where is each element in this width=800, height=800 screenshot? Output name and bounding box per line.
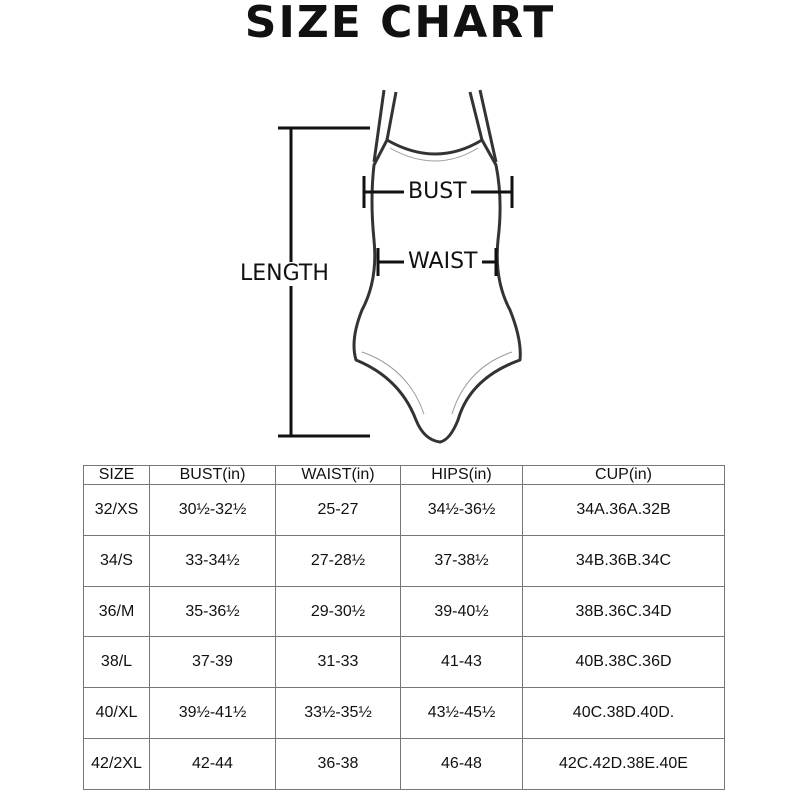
cell-waist: 36-38 — [276, 739, 401, 790]
cell-waist: 29-30½ — [276, 586, 401, 637]
cell-hips: 34½-36½ — [401, 485, 523, 536]
cell-bust: 35-36½ — [150, 586, 276, 637]
cell-size: 36/M — [84, 586, 150, 637]
bust-label: BUST — [404, 180, 471, 204]
cell-waist: 27-28½ — [276, 535, 401, 586]
cell-size: 40/XL — [84, 688, 150, 739]
cell-hips: 39-40½ — [401, 586, 523, 637]
cell-hips: 43½-45½ — [401, 688, 523, 739]
header-hips: HIPS(in) — [401, 466, 523, 485]
cell-waist: 25-27 — [276, 485, 401, 536]
table-row — [84, 586, 725, 637]
table-row — [84, 637, 725, 688]
waist-label: WAIST — [404, 250, 482, 274]
table-row — [84, 688, 725, 739]
cell-cup: 34B.36B.34C — [523, 535, 725, 586]
cell-size: 32/XS — [84, 485, 150, 536]
cell-hips: 46-48 — [401, 739, 523, 790]
cell-cup: 40C.38D.40D. — [523, 688, 725, 739]
table-row — [84, 535, 725, 586]
size-table — [83, 465, 725, 790]
cell-size: 34/S — [84, 535, 150, 586]
cell-cup: 40B.38C.36D — [523, 637, 725, 688]
cell-hips: 41-43 — [401, 637, 523, 688]
cell-hips: 37-38½ — [401, 535, 523, 586]
page-title: SIZE CHART — [244, 0, 556, 48]
length-label: LENGTH — [240, 261, 329, 286]
table-header-row — [84, 466, 725, 485]
cell-size: 38/L — [84, 637, 150, 688]
cell-cup: 42C.42D.38E.40E — [523, 739, 725, 790]
cell-waist: 33½-35½ — [276, 688, 401, 739]
cell-bust: 33-34½ — [150, 535, 276, 586]
cell-bust: 39½-41½ — [150, 688, 276, 739]
cell-cup: 34A.36A.32B — [523, 485, 725, 536]
cell-cup: 38B.36C.34D — [523, 586, 725, 637]
cell-waist: 31-33 — [276, 637, 401, 688]
table-row — [84, 485, 725, 536]
header-size: SIZE — [84, 466, 150, 485]
header-bust: BUST(in) — [150, 466, 276, 485]
header-waist: WAIST(in) — [276, 466, 401, 485]
cell-size: 42/2XL — [84, 739, 150, 790]
header-cup: CUP(in) — [523, 466, 725, 485]
cell-bust: 37-39 — [150, 637, 276, 688]
table-row — [84, 739, 725, 790]
cell-bust: 42-44 — [150, 739, 276, 790]
cell-bust: 30½-32½ — [150, 485, 276, 536]
